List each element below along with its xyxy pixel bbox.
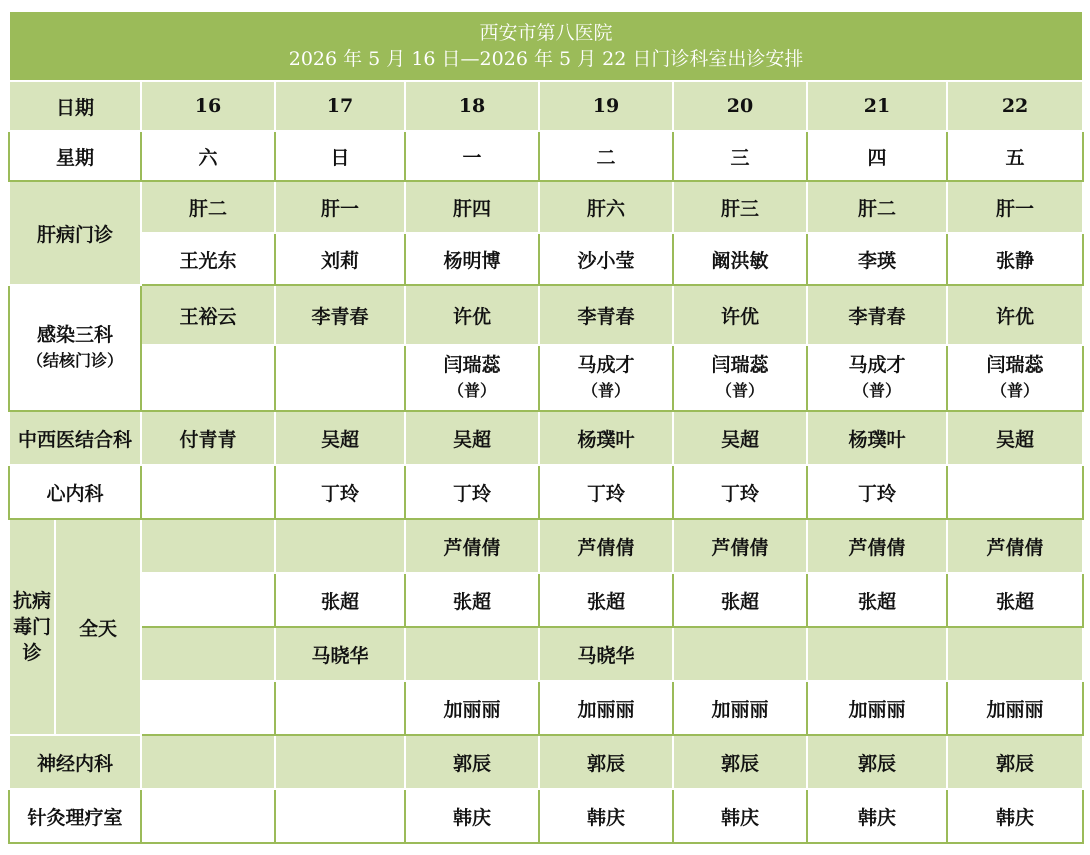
dept-antiviral-line: 毒门 bbox=[12, 616, 51, 638]
antiviral-doctor: 芦倩倩 bbox=[807, 519, 947, 573]
liver-room: 肝六 bbox=[539, 181, 673, 233]
infection-doctor-2 bbox=[539, 345, 673, 411]
dept-cardio: 心内科 bbox=[9, 465, 141, 519]
antiviral-doctor: 加丽丽 bbox=[807, 681, 947, 735]
acu-doctor: 韩庆 bbox=[807, 789, 947, 843]
neuro-doctor: 郭辰 bbox=[947, 735, 1083, 789]
liver-room: 肝二 bbox=[141, 181, 275, 233]
general-note: （普） bbox=[715, 381, 764, 400]
tcm-doctor: 杨璞叶 bbox=[807, 411, 947, 465]
acu-doctor bbox=[275, 789, 405, 843]
acu-doctor: 韩庆 bbox=[539, 789, 673, 843]
tcm-doctor: 吴超 bbox=[275, 411, 405, 465]
cardio-doctor: 丁玲 bbox=[539, 465, 673, 519]
schedule-table bbox=[8, 10, 1084, 844]
general-note: （普） bbox=[991, 381, 1040, 400]
dept-antiviral-line: 抗病 bbox=[12, 590, 51, 612]
liver-room: 肝四 bbox=[405, 181, 539, 233]
antiviral-doctor: 张超 bbox=[405, 573, 539, 627]
weekday-cell: 日 bbox=[275, 131, 405, 181]
antiviral-doctor: 加丽丽 bbox=[947, 681, 1083, 735]
date-cell: 16 bbox=[141, 81, 275, 131]
tcm-doctor: 吴超 bbox=[673, 411, 807, 465]
liver-doctor: 杨明博 bbox=[405, 233, 539, 285]
infection-doctor: 许优 bbox=[673, 285, 807, 345]
acu-doctor bbox=[141, 789, 275, 843]
acu-doctor: 韩庆 bbox=[405, 789, 539, 843]
antiviral-doctor bbox=[405, 627, 539, 681]
neuro-doctor: 郭辰 bbox=[807, 735, 947, 789]
neuro-doctor bbox=[141, 735, 275, 789]
antiviral-doctor bbox=[141, 681, 275, 735]
doctor-name: 闫瑞蕊 bbox=[711, 354, 769, 376]
tcm-doctor: 吴超 bbox=[405, 411, 539, 465]
weekday-label: 星期 bbox=[9, 131, 141, 181]
date-cell: 22 bbox=[947, 81, 1083, 131]
antiviral-doctor bbox=[141, 519, 275, 573]
weekday-cell: 四 bbox=[807, 131, 947, 181]
general-note: （普） bbox=[581, 381, 630, 400]
date-cell: 18 bbox=[405, 81, 539, 131]
liver-room: 肝三 bbox=[673, 181, 807, 233]
weekday-cell: 五 bbox=[947, 131, 1083, 181]
doctor-name: 马成才 bbox=[577, 354, 635, 376]
liver-room: 肝二 bbox=[807, 181, 947, 233]
dept-infection-sub: （结核门诊） bbox=[26, 351, 123, 370]
cardio-doctor bbox=[947, 465, 1083, 519]
antiviral-doctor: 张超 bbox=[275, 573, 405, 627]
antiviral-doctor: 芦倩倩 bbox=[539, 519, 673, 573]
infection-doctor-2 bbox=[673, 345, 807, 411]
neuro-doctor bbox=[275, 735, 405, 789]
date-label: 日期 bbox=[9, 81, 141, 131]
dept-liver: 肝病门诊 bbox=[9, 181, 141, 285]
liver-doctor: 王光东 bbox=[141, 233, 275, 285]
antiviral-doctor: 芦倩倩 bbox=[405, 519, 539, 573]
infection-doctor: 李青春 bbox=[275, 285, 405, 345]
doctor-name: 闫瑞蕊 bbox=[986, 354, 1044, 376]
antiviral-doctor: 张超 bbox=[947, 573, 1083, 627]
antiviral-doctor bbox=[141, 627, 275, 681]
liver-doctor: 刘莉 bbox=[275, 233, 405, 285]
antiviral-doctor: 马晓华 bbox=[539, 627, 673, 681]
antiviral-doctor: 加丽丽 bbox=[673, 681, 807, 735]
dept-infection-name: 感染三科 bbox=[36, 324, 113, 346]
infection-doctor-2 bbox=[405, 345, 539, 411]
cardio-doctor: 丁玲 bbox=[405, 465, 539, 519]
dept-antiviral bbox=[9, 519, 55, 735]
period-all-day: 全天 bbox=[55, 519, 141, 735]
antiviral-doctor: 张超 bbox=[807, 573, 947, 627]
tcm-doctor: 杨璞叶 bbox=[539, 411, 673, 465]
infection-doctor: 许优 bbox=[405, 285, 539, 345]
antiviral-doctor: 加丽丽 bbox=[539, 681, 673, 735]
neuro-doctor: 郭辰 bbox=[673, 735, 807, 789]
antiviral-doctor bbox=[673, 627, 807, 681]
dept-tcm: 中西医结合科 bbox=[9, 411, 141, 465]
antiviral-doctor bbox=[807, 627, 947, 681]
infection-doctor-2 bbox=[275, 345, 405, 411]
infection-doctor: 许优 bbox=[947, 285, 1083, 345]
cardio-doctor bbox=[141, 465, 275, 519]
liver-doctor: 阚洪敏 bbox=[673, 233, 807, 285]
infection-doctor-2 bbox=[947, 345, 1083, 411]
cardio-doctor: 丁玲 bbox=[275, 465, 405, 519]
antiviral-doctor bbox=[947, 627, 1083, 681]
antiviral-doctor: 马晓华 bbox=[275, 627, 405, 681]
schedule-period: 2026 年 5 月 16 日—2026 年 5 月 22 日门诊科室出诊安排 bbox=[288, 48, 804, 70]
antiviral-doctor: 加丽丽 bbox=[405, 681, 539, 735]
doctor-name: 闫瑞蕊 bbox=[443, 354, 501, 376]
cardio-doctor: 丁玲 bbox=[807, 465, 947, 519]
cardio-doctor: 丁玲 bbox=[673, 465, 807, 519]
liver-room: 肝一 bbox=[275, 181, 405, 233]
table-title bbox=[9, 11, 1083, 81]
infection-doctor: 李青春 bbox=[539, 285, 673, 345]
weekday-cell: 二 bbox=[539, 131, 673, 181]
dept-acupuncture: 针灸理疗室 bbox=[9, 789, 141, 843]
neuro-doctor: 郭辰 bbox=[539, 735, 673, 789]
date-cell: 19 bbox=[539, 81, 673, 131]
antiviral-doctor: 张超 bbox=[673, 573, 807, 627]
date-cell: 17 bbox=[275, 81, 405, 131]
liver-doctor: 张静 bbox=[947, 233, 1083, 285]
antiviral-doctor: 芦倩倩 bbox=[673, 519, 807, 573]
dept-infection bbox=[9, 285, 141, 411]
tcm-doctor: 吴超 bbox=[947, 411, 1083, 465]
antiviral-doctor bbox=[141, 573, 275, 627]
dept-antiviral-line: 诊 bbox=[22, 642, 42, 664]
weekday-cell: 六 bbox=[141, 131, 275, 181]
weekday-cell: 一 bbox=[405, 131, 539, 181]
liver-room: 肝一 bbox=[947, 181, 1083, 233]
acu-doctor: 韩庆 bbox=[947, 789, 1083, 843]
infection-doctor-2 bbox=[807, 345, 947, 411]
dept-neuro: 神经内科 bbox=[9, 735, 141, 789]
infection-doctor-2 bbox=[141, 345, 275, 411]
date-cell: 20 bbox=[673, 81, 807, 131]
weekday-cell: 三 bbox=[673, 131, 807, 181]
tcm-doctor: 付青青 bbox=[141, 411, 275, 465]
general-note: （普） bbox=[852, 381, 901, 400]
date-cell: 21 bbox=[807, 81, 947, 131]
acu-doctor: 韩庆 bbox=[673, 789, 807, 843]
antiviral-doctor: 张超 bbox=[539, 573, 673, 627]
general-note: （普） bbox=[447, 381, 496, 400]
antiviral-doctor: 芦倩倩 bbox=[947, 519, 1083, 573]
neuro-doctor: 郭辰 bbox=[405, 735, 539, 789]
liver-doctor: 沙小莹 bbox=[539, 233, 673, 285]
antiviral-doctor bbox=[275, 681, 405, 735]
hospital-name: 西安市第八医院 bbox=[479, 22, 613, 44]
antiviral-doctor bbox=[275, 519, 405, 573]
liver-doctor: 李瑛 bbox=[807, 233, 947, 285]
infection-doctor: 李青春 bbox=[807, 285, 947, 345]
doctor-name: 马成才 bbox=[848, 354, 906, 376]
infection-doctor: 王裕云 bbox=[141, 285, 275, 345]
